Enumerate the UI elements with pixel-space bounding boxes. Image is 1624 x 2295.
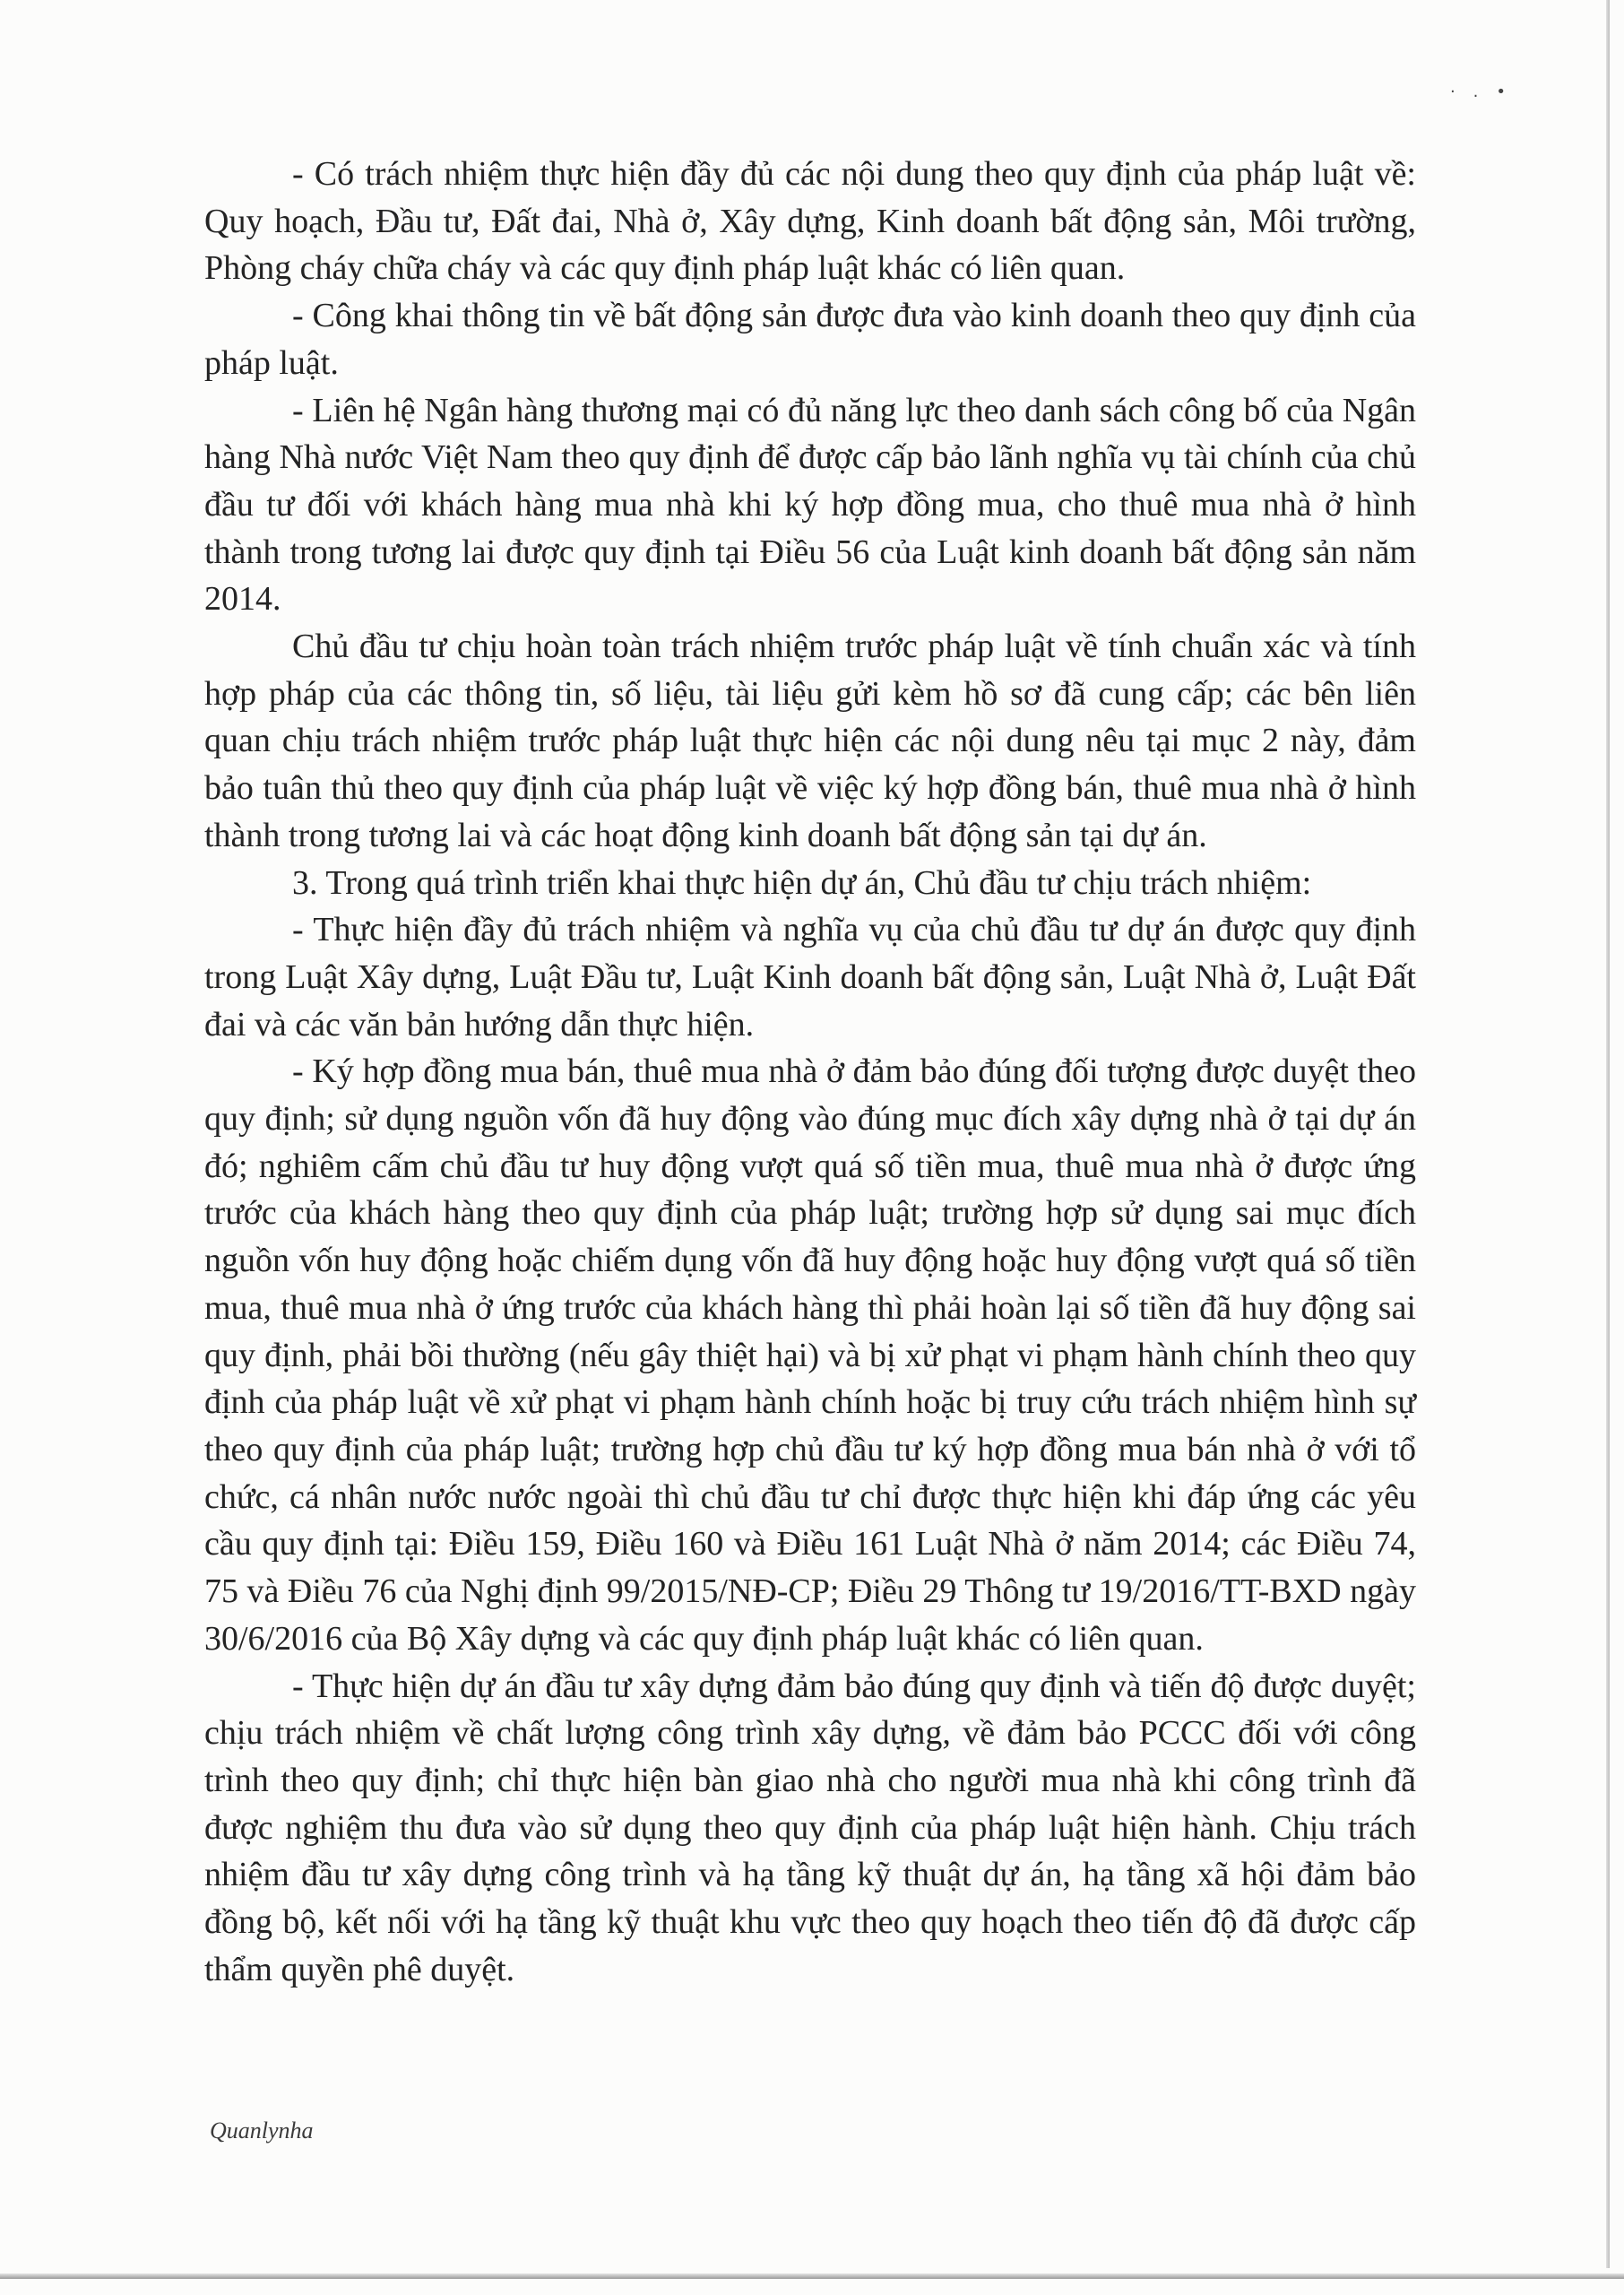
scan-specks: ·.• — [1449, 82, 1524, 101]
paragraph-sales-contracts: - Ký hợp đồng mua bán, thuê mua nhà ở đảm bảo đúng đối tượng được duyệt theo quy định; sử dụng nguồn vốn đã huy động vào đúng mục đích xây dựng nhà ở tại dự án đó; nghiêm cấm chủ đầu tư huy động vượt quá số tiền mua, thuê mua nhà ở được ứng trước của khách hàng theo quy định của pháp luật; trường hợp sử dụng sai mục đích nguồn vốn huy động hoặc chiếm dụng vốn đã huy động hoặc huy động vượt quá số tiền mua, thuê mua nhà ở ứng trước của khách hàng thì phải hoàn lại số tiền đã huy động sai quy định, phải bồi thường (nếu gây thiệt hại) và bị xử phạt vi phạm hành chính theo quy định của pháp luật về xử phạt vi phạm hành chính hoặc bị truy cứu trách nhiệm hình sự theo quy định của pháp luật; trường hợp chủ đầu tư ký hợp đồng mua bán nhà ở với tổ chức, cá nhân nước nước ngoài thì chủ đầu tư chỉ được thực hiện khi đáp ứng các yêu cầu quy định tại: Điều 159, Điều 160 và Điều 161 Luật Nhà ở năm 2014; các Điều 74, 75 và Điều 76 của Nghị định 99/2015/NĐ-CP; Điều 29 Thông tư 19/2016/TT-BXD ngày 30/6/2016 của Bộ Xây dựng và các quy định pháp luật khác có liên quan. — [204, 1052, 1416, 1658]
footer-label: Quanlynha — [210, 2117, 314, 2143]
page-edge-right — [1606, 0, 1610, 2268]
paragraph-responsibility-compliance: - Có trách nhiệm thực hiện đầy đủ các nội dung theo quy định của pháp luật về: Quy hoạch, Đầu tư, Đất đai, Nhà ở, Xây dựng, Kinh doanh bất động sản, Môi trường, Phòng cháy chữa cháy và các quy định pháp luật khác có liên quan. — [204, 155, 1416, 288]
paragraph-investor-liability: Chủ đầu tư chịu hoàn toàn trách nhiệm trước pháp luật về tính chuẩn xác và tính hợp pháp của các thông tin, số liệu, tài liệu gửi kèm hồ sơ đã cung cấp; các bên liên quan chịu trách nhiệm trước pháp luật thực hiện các nội dung nêu tại mục 2 này, đảm bảo tuân thủ theo quy định của pháp luật về việc ký hợp đồng bán, thuê mua nhà ở hình thành trong tương lai và các hoạt động kinh doanh bất động sản tại dự án. — [204, 628, 1416, 854]
paragraph-public-disclosure: - Công khai thông tin về bất động sản được đưa vào kinh doanh theo quy định của pháp luật. — [204, 297, 1416, 382]
paragraph-bank-guarantee: - Liên hệ Ngân hàng thương mại có đủ năng lực theo danh sách công bố của Ngân hàng Nhà nước Việt Nam theo quy định để được cấp bảo lãnh nghĩa vụ tài chính của chủ đầu tư đối với khách hàng mua nhà khi ký hợp đồng mua, cho thuê mua nhà ở hình thành trong tương lai được quy định tại Điều 56 của Luật kinh doanh bất động sản năm 2014. — [204, 391, 1416, 619]
page-edge-bottom — [0, 2273, 1624, 2279]
paragraph-section-3-heading: 3. Trong quá trình triển khai thực hiện dự án, Chủ đầu tư chịu trách nhiệm: — [292, 863, 1312, 902]
paragraph-construction-progress: - Thực hiện dự án đầu tư xây dựng đảm bảo đúng quy định và tiến độ được duyệt; chịu trách nhiệm về chất lượng công trình xây dựng, về đảm bảo PCCC đối với công trình theo quy định; chỉ thực hiện bàn giao nhà cho người mua nhà khi công trình đã được nghiệm thu đưa vào sử dụng theo quy định của pháp luật hiện hành. Chịu trách nhiệm đầu tư xây dựng công trình và hạ tầng kỹ thuật dự án, hạ tầng xã hội đảm bảo đồng bộ, kết nối với hạ tầng kỹ thuật khu vực theo quy hoạch theo tiến độ đã được cấp thẩm quyền phê duyệt. — [204, 1667, 1416, 1988]
document-body — [204, 151, 1416, 1993]
paragraph-obligations: - Thực hiện đầy đủ trách nhiệm và nghĩa vụ của chủ đầu tư dự án được quy định trong Luật Xây dựng, Luật Đầu tư, Luật Kinh doanh bất động sản, Luật Nhà ở, Luật Đất đai và các văn bản hướng dẫn thực hiện. — [204, 911, 1416, 1044]
